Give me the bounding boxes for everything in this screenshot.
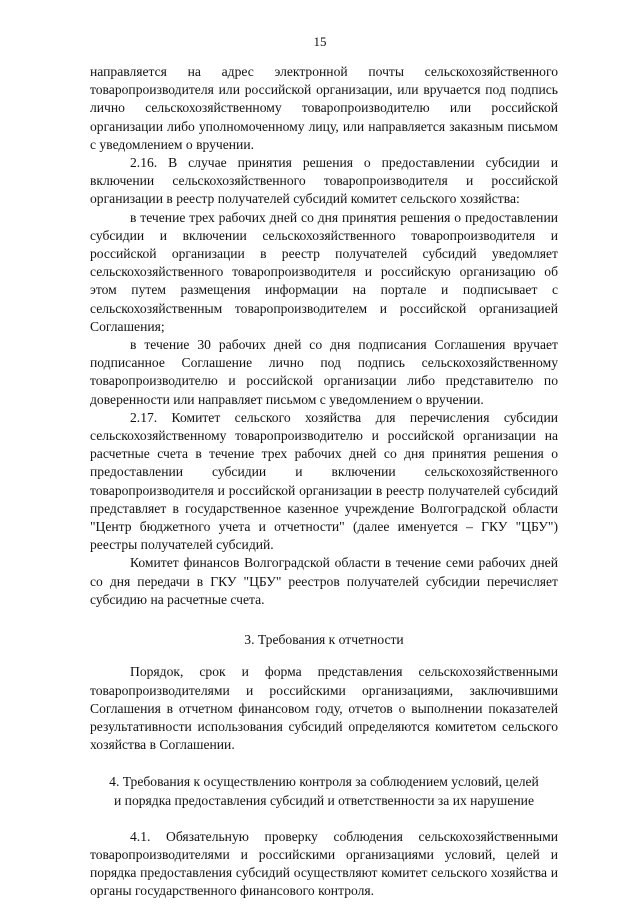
paragraph-2-16: 2.16. В случае принятия решения о предоставлении субсидии и включении сельскохозяйственного товаропроизводителя и российской организации в реестр получателей субсидий комитет сельского хозяйства: — [90, 155, 558, 207]
paragraph-finance-committee: Комитет финансов Волгоградской области в течение семи рабочих дней со дня передачи в ГКУ "ЦБУ" реестров получателей субсидии перечисляет субсидию на расчетные счета. — [90, 555, 558, 607]
paragraph-2-16-notify: в течение трех рабочих дней со дня принятия решения о предоставлении субсидии и включении сельскохозяйственного товаропроизводителя и российской организации в реестр получателей субсидий уведомляет сельскохозяйственного товаропроизводителя и российскую организацию об этом путем размещения информации на портале и подписывает с сельскохозяйственным товаропроизводителем и российской организацией Соглашения; — [90, 209, 558, 334]
section-4-title-line-1: 4. Требования к осуществлению контроля за соблюдением условий, целей — [109, 774, 539, 790]
paragraph-section-3: Порядок, срок и форма представления сельскохозяйственными товаропроизводителями и российскими организациями, заключившими Соглашения в отчетном финансовом году, отчетов о выполнении показателей результативности использования субсидий определяются комитетом сельского хозяйства в Соглашении. — [90, 664, 558, 753]
paragraph-4-1: 4.1. Обязательную проверку соблюдения сельскохозяйственными товаропроизводителями и российскими организациями условий, целей и порядка предоставления субсидий осуществляют комитет сельского хозяйства и органы государственного финансового контроля. — [90, 828, 558, 899]
section-3-title: 3. Требования к отчетности — [244, 632, 404, 648]
paragraph-2-17: 2.17. Комитет сельского хозяйства для перечисления субсидии сельскохозяйственному товаропроизводителю и российской организации на расчетные счета в течение трех рабочих дней со дня принятия решения о предоставлении субсидии и включении сельскохозяйственного товаропроизводителя и российской организации в реестр получателей субсидий представляет в государственное казенное учреждение Волгоградской области "Центр бюджетного учета и отчетности" (далее именуется – ГКУ "ЦБУ") реестры получателей субсидий. — [90, 409, 558, 553]
paragraph-continuation: направляется на адрес электронной почты сельскохозяйственного товаропроизводителя или российской организации, или вручается под подпись лично сельскохозяйственному товаропроизводителю или российской организации либо уполномоченному лицу, или направляется заказным письмом с уведомлением о вручении. — [90, 64, 558, 152]
section-4-title-line-2: и порядка предоставления субсидий и ответственности за их нарушение — [114, 792, 534, 808]
page-number: 15 — [313, 34, 327, 49]
paragraph-2-16-deliver: в течение 30 рабочих дней со дня подписания Соглашения вручает подписанное Соглашение лично под подпись сельскохозяйственному товаропроизводителю и российской организации либо представителю по доверенности или направляет письмом с уведомлением о вручении. — [90, 337, 558, 407]
document-body — [90, 63, 558, 901]
